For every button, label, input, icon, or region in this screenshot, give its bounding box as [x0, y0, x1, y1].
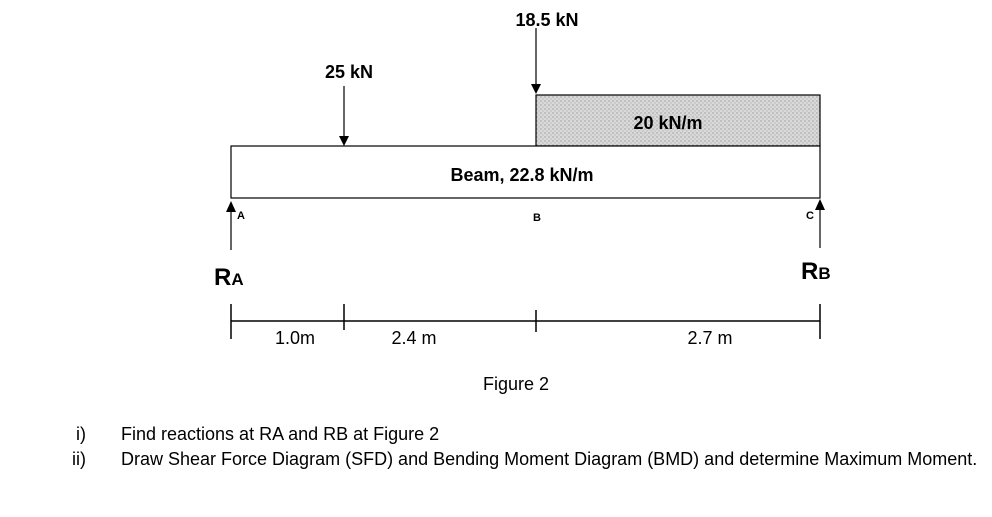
- question-item: [0, 447, 992, 497]
- dimension-label-1: 1.0m: [274, 328, 316, 348]
- question-text: Draw Shear Force Diagram (SFD) and Bending Moment Diagram (BMD) and determine Maximum Moment.: [121, 449, 978, 469]
- point-load-1-arrow-head: [339, 136, 349, 146]
- point-a-label: A: [237, 210, 245, 222]
- point-load-2-arrow-head: [531, 84, 541, 94]
- question-text: Find reactions at RA and RB at Figure 2: [121, 424, 440, 444]
- dimension-label-3: 2.7 m: [687, 328, 733, 348]
- question-number: ii): [72, 449, 86, 469]
- figure-caption: Figure 2: [482, 374, 550, 394]
- point-load-1-label: 25 kN: [324, 62, 374, 82]
- point-c-label: C: [806, 210, 814, 222]
- dimension-label-2: 2.4 m: [391, 328, 437, 348]
- point-load-2-label: 18.5 kN: [515, 10, 579, 30]
- reaction-a-label: RA: [214, 264, 244, 291]
- udl-label: 20 kN/m: [633, 113, 703, 133]
- question-list: [0, 422, 992, 497]
- question-number: i): [76, 424, 86, 444]
- point-b-label: B: [533, 212, 541, 224]
- reaction-b-arrow-head: [815, 199, 825, 210]
- beam-label: Beam, 22.8 kN/m: [450, 165, 594, 185]
- reaction-a-arrow-head: [226, 201, 236, 212]
- reaction-b-label: RB: [801, 258, 831, 285]
- question-item: [0, 422, 992, 447]
